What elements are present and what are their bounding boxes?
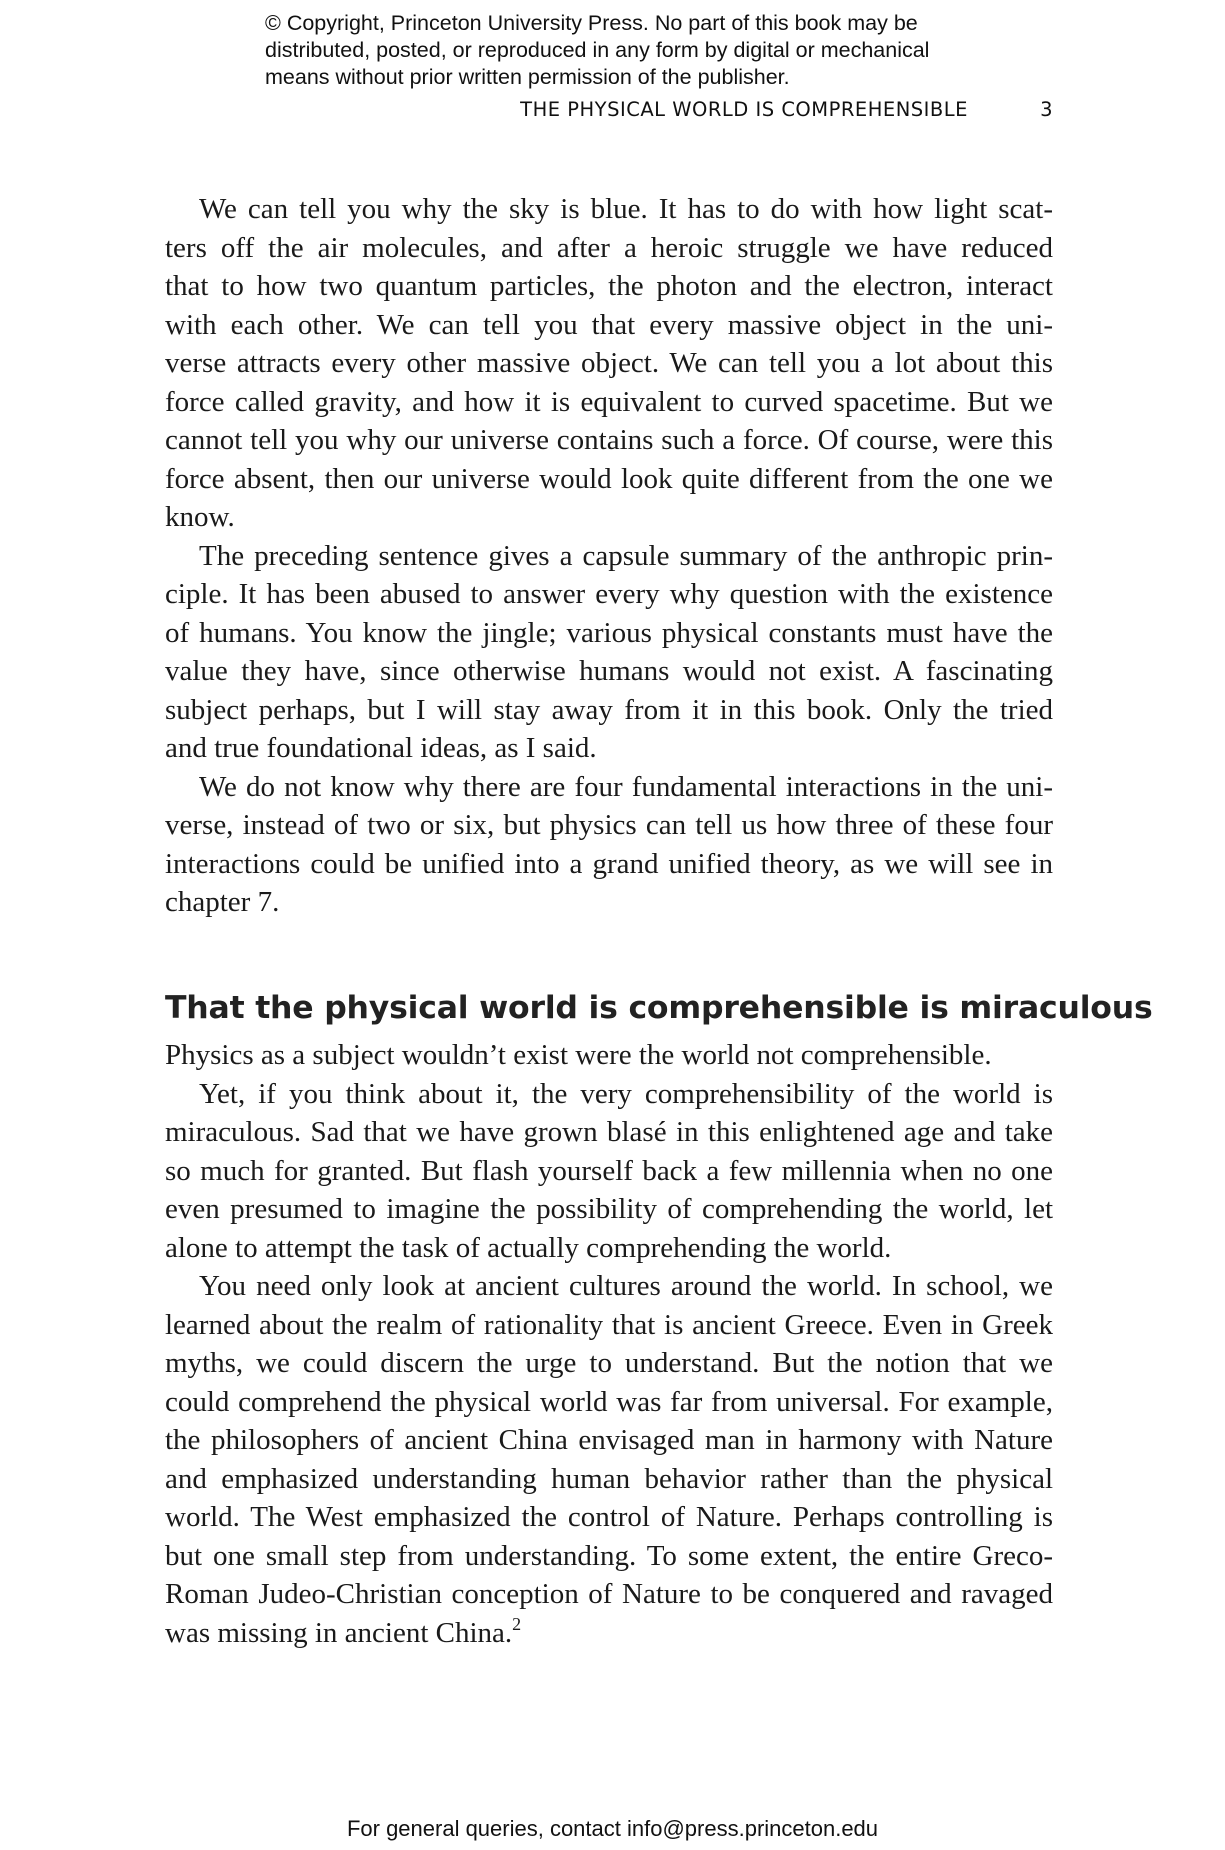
body-text-section (165, 1036, 1053, 1652)
text-line: verse attracts every other massive object. We can tell you a lot about this (165, 347, 1053, 379)
text-line: and true foundational ideas, as I said. (165, 732, 597, 764)
text-line: but one small step from understanding. To some extent, the entire Greco- (165, 1539, 1053, 1572)
text-line: with each other. We can tell you that every massive object in the uni- (165, 308, 1053, 341)
running-title: THE PHYSICAL WORLD IS COMPREHENSIBLE (520, 98, 968, 121)
text-line: learned about the realm of rationality that is ancient Greece. Even in Greek (165, 1308, 1053, 1341)
text-line: Roman Judeo-Christian conception of Nature to be conquered and ravaged (165, 1578, 1053, 1610)
text-line: of humans. You know the jingle; various physical constants must have the (165, 616, 1053, 649)
text-line: and emphasized understanding human behavior rather than the physical (165, 1462, 1053, 1495)
text-line: even presumed to imagine the possibility of comprehending the world, let (165, 1193, 1053, 1225)
text-line: We can tell you why the sky is blue. It has to do with how light scat- (199, 193, 1053, 225)
page-number: 3 (1040, 98, 1053, 121)
text-line: ters off the air molecules, and after a heroic struggle we have reduced (165, 231, 1053, 264)
text-line: Physics as a subject wouldn’t exist were the world not comprehensible. (165, 1039, 992, 1071)
copyright-notice (265, 10, 1025, 91)
text-line: so much for granted. But flash yourself back a few millennia when no one (165, 1154, 1053, 1187)
text-line: We do not know why there are four fundamental interactions in the uni- (199, 770, 1053, 803)
text-line: value they have, since otherwise humans would not exist. A fascinating (165, 655, 1053, 687)
footnote-ref[interactable]: 2 (512, 1613, 522, 1634)
text-line: ciple. It has been abused to answer every why question with the existence (165, 578, 1053, 610)
text-line: the philosophers of ancient China envisaged man in harmony with Nature (165, 1424, 1053, 1456)
text-line: subject perhaps, but I will stay away from it in this book. Only the tried (165, 693, 1053, 726)
text-line: force absent, then our universe would look quite different from the one we (165, 462, 1053, 495)
section-heading: That the physical world is comprehensible is miraculous (165, 990, 1153, 1026)
text-line: could comprehend the physical world was far from universal. For example, (165, 1385, 1053, 1418)
text-line: You need only look at ancient cultures around the world. In school, we (199, 1270, 1053, 1302)
footer-contact: For general queries, contact info@press.princeton.edu (346, 1816, 879, 1841)
text-line: world. The West emphasized the control of Nature. Perhaps controlling is (165, 1501, 1053, 1533)
text-line: force called gravity, and how it is equivalent to curved spacetime. But we (165, 385, 1053, 418)
text-line: chapter 7. (165, 886, 280, 918)
text-line: was missing in ancient China. (165, 1616, 513, 1649)
copyright-line: © Copyright, Princeton University Press. No part of this book may be (265, 11, 918, 35)
text-line: verse, instead of two or six, but physics can tell us how three of these four (165, 809, 1053, 841)
text-line: that to how two quantum particles, the photon and the electron, interact (165, 270, 1053, 302)
text-line: miraculous. Sad that we have grown blasé in this enlightened age and take (165, 1116, 1053, 1148)
text-line: Yet, if you think about it, the very comprehensibility of the world is (199, 1077, 1053, 1110)
text-line: interactions could be unified into a grand unified theory, as we will see in (165, 847, 1053, 880)
text-line-with-footnote (165, 1614, 1053, 1653)
text-line: The preceding sentence gives a capsule summary of the anthropic prin- (199, 539, 1053, 572)
copyright-line: means without prior written permission of the publisher. (265, 65, 790, 89)
text-line: cannot tell you why our universe contains such a force. Of course, were this (165, 424, 1053, 456)
copyright-line: distributed, posted, or reproduced in any form by digital or mechanical (265, 38, 930, 62)
text-line: alone to attempt the task of actually comprehending the world. (165, 1231, 892, 1264)
body-text-top (165, 190, 1053, 922)
text-line: myths, we could discern the urge to understand. But the notion that we (165, 1347, 1053, 1379)
text-line: know. (165, 501, 235, 533)
